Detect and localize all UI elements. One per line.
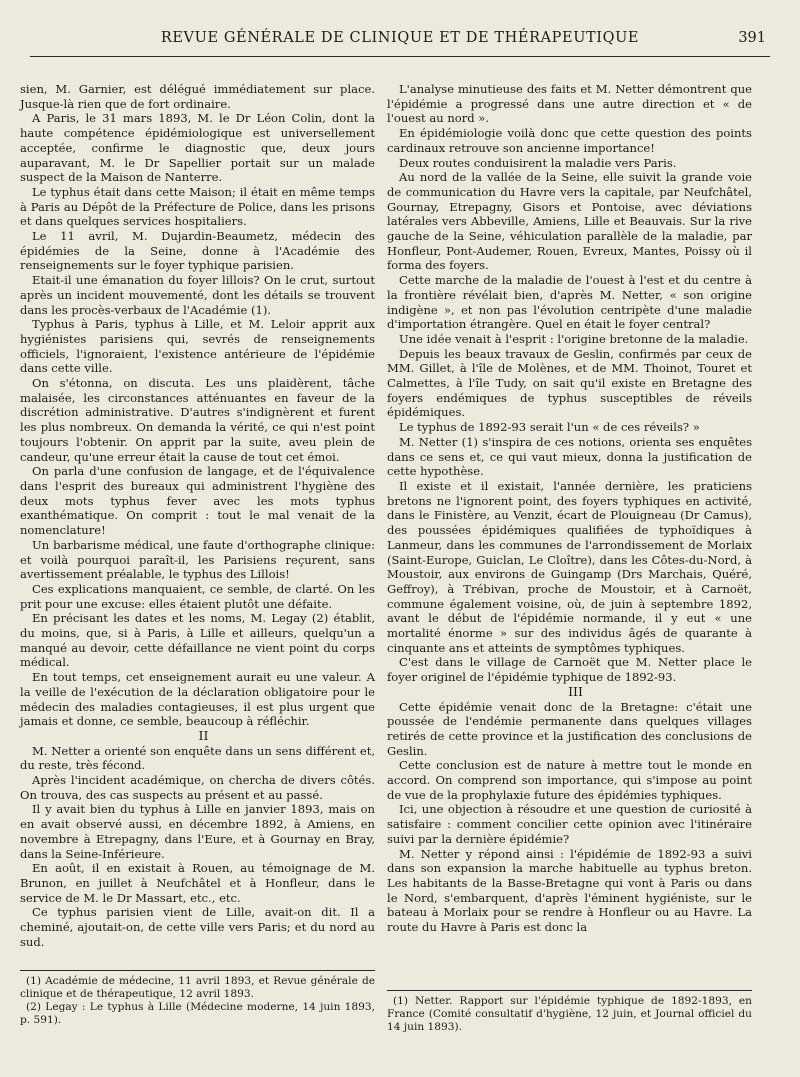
- paragraph: A Paris, le 31 mars 1893, M. le Dr Léon Colin, dont la haute compétence épidémiologique est universellement acceptée, confirme le diagnostic que, deux jours auparavant, M. le Dr Sapellier portait sur un malade suspect de la Maison de Nanterre.: [20, 111, 375, 185]
- paragraph: Il y avait bien du typhus à Lille en janvier 1893, mais on en avait observé aussi, en décembre 1892, à Amiens, en novembre à Etrepagny, dans l'Eure, et à Gournay en Bray, dans la Seine-Inférieure.: [20, 802, 375, 861]
- paragraph: Ces explications manquaient, ce semble, de clarté. On les prit pour une excuse: elles étaient plutôt une défaite.: [20, 581, 375, 611]
- paragraph: Le typhus était dans cette Maison; il était en même temps à Paris au Dépôt de la Préfecture de Police, dans les prisons et dans quelques services hospitaliers.: [20, 184, 375, 229]
- paragraph: Après l'incident académique, on chercha de divers côtés. On trouva, des cas suspects au présent et au passé.: [20, 773, 375, 802]
- paragraph: M. Netter a orienté son enquête dans un sens différent et, du reste, très fécond.: [20, 743, 375, 773]
- paragraph: M. Netter (1) s'inspira de ces notions, orienta ses enquêtes dans ce sens et, ce qui vaut mieux, donna la justification de cette hypothèse.: [387, 434, 752, 479]
- paragraph: On s'étonna, on discuta. Les uns plaidèrent, tâche malaisée, les circonstances atténuantes en faveur de la discrétion administrative. D'autres s'indignèrent et furent les plus nombreux. On demanda la vérité, ce qui n'est point toujours l'obtenir. On apprit par la suite, aveu plein de candeur, qu'une erreur était la cause de tout cet émoi.: [20, 376, 375, 464]
- paragraph: Cette conclusion est de nature à mettre tout le monde en accord. On comprend son importance, qui s'impose au point de vue de la prophylaxie future des épidémies typhiques.: [387, 758, 752, 802]
- paragraph: Typhus à Paris, typhus à Lille, et M. Leloir apprit aux hygiénistes parisiens qui, sevrés de renseignements officiels, l'ignoraient, l'existence antérieure de l'épidémie dans cette ville.: [20, 317, 375, 376]
- paragraph: Cette marche de la maladie de l'ouest à l'est et du centre à la frontière révélait bien, d'après M. Netter, « son origine indigène », et non pas l'évolution centripète d'une maladie d'importation étrangère. Quel en était le foyer central?: [387, 273, 752, 332]
- right-column: [387, 82, 752, 935]
- paragraph: C'est dans le village de Carnoët que M. Netter place le foyer originel de l'épidémie typhique de 1892-93.: [387, 655, 752, 685]
- section-heading: III: [568, 683, 583, 699]
- paragraph: Deux routes conduisirent la maladie vers Paris.: [399, 155, 677, 170]
- paragraph: Une idée venait à l'esprit : l'origine bretonne de la maladie.: [399, 331, 749, 346]
- paragraph: Depuis les beaux travaux de Geslin, confirmés par ceux de MM. Gillet, à l'île de Molènes, et de MM. Thoinot, Touret et Calmettes, à l'île Tudy, on sait qu'il existe en Bretagne des foyers endémiques de typhus susceptibles de réveils épidémiques.: [387, 346, 752, 420]
- footnote: (1) Netter. Rapport sur l'épidémie typhique de 1892-1893, en France (Comité consultatif d'hygiène, 12 juin, et Journal officiel du 14 juin 1893).: [387, 995, 752, 1033]
- footnote: (2) Legay : Le typhus à Lille (Médecine moderne, 14 juin 1893, p. 591).: [20, 1001, 375, 1026]
- paragraph: Ici, une objection à résoudre et une question de curiosité à satisfaire : comment concilier cette opinion avec l'itinéraire suivi par la dernière épidémie?: [387, 802, 752, 846]
- paragraph: On parla d'une confusion de langage, et de l'équivalence dans l'esprit des bureaux qui administrent l'hygiène des deux mots typhus fever avec les mots typhus exanthématique. On comprit : tout le mal venait de la nomenclature!: [20, 464, 375, 538]
- right-footnotes: [387, 990, 752, 1034]
- paragraph: En précisant les dates et les noms, M. Legay (2) établit, du moins, que, si à Paris, à Lille et ailleurs, quelqu'un a manqué au devoir, cette défaillance ne vient point du corps médical.: [20, 611, 375, 670]
- paragraph: En tout temps, cet enseignement aurait eu une valeur. A la veille de l'exécution de la déclaration obligatoire pour le médecin des maladies contagieuses, il est plus urgent que jamais et donne, ce semble, beaucoup à réfléchir.: [20, 670, 375, 729]
- paragraph: Il existe et il existait, l'année dernière, les praticiens bretons ne l'ignorent point, des foyers typhiques en activité, dans le Finistère, au Venzit, écart de Plouigneau (Dr Camus), des poussées épidémiques qualifiées de typhoïdiques à Lanmeur, dans les communes de l'arrondissement de Morlaix (Saint-Europe, Guiclan, Le Cloître), dans les Côtes-du-Nord, à Moustoir, aux environs de Guingamp (Drs Marchais, Quéré, Geffroy), à Trébivan, proche de Moustoir, et à Carnoët, commune également voisine, où, de juin à septembre 1892, avant le début de l'épidémie normande, il y eut « une mortalité énorme » sur des individus âgés de quarante à cinquante ans et atteints de symptômes typhiques.: [387, 478, 752, 655]
- footnote: (1) Académie de médecine, 11 avril 1893, et Revue générale de clinique et de thérapeutique, 12 avril 1893.: [20, 975, 375, 1000]
- paragraph: L'analyse minutieuse des faits et M. Netter démontrent que l'épidémie a progressé dans une autre direction et « de l'ouest au nord ».: [387, 82, 752, 126]
- paragraph: En août, il en existait à Rouen, au témoignage de M. Brunon, en juillet à Neufchâtel et à Honfleur, dans le service de M. le Dr Massart, etc., etc.: [20, 861, 375, 905]
- paragraph: Le 11 avril, M. Dujardin-Beaumetz, médecin des épidémies de la Seine, donne à l'Académie des renseignements sur le foyer typhique parisien.: [20, 229, 375, 273]
- paragraph: M. Netter y répond ainsi : l'épidémie de 1892-93 a suivi dans son expansion la marche habituelle au typhus breton. Les habitants de la Basse-Bretagne qui vont à Paris ou dans le Nord, s'embarquent, d'après l'éminent hygiéniste, sur le bateau à Morlaix pour se rendre à Honfleur ou au Havre. La route du Havre à Paris est donc la: [387, 846, 752, 935]
- section-heading: II: [198, 727, 209, 743]
- paragraph: En épidémiologie voilà donc que cette question des points cardinaux retrouve son ancienne importance!: [387, 126, 752, 155]
- paragraph: Au nord de la vallée de la Seine, elle suivit la grande voie de communication du Havre vers la capitale, par Neufchâtel, Gournay, Etrepagny, Gisors et Pontoise, avec déviations latérales vers Abbeville, Amiens, Lille et Beauvais. Sur la rive gauche de la Seine, véhiculation parallèle de la maladie, par Honfleur, Pont-Audemer, Rouen, Evreux, Mantes, Poissy où il forma des foyers.: [387, 170, 752, 273]
- paragraph: Etait-il une émanation du foyer lillois? On le crut, surtout après un incident mouvementé, dont les détails se trouvent dans les procès-verbaux de l'Académie (1).: [20, 273, 375, 317]
- running-header: [30, 26, 770, 57]
- page-number: 391: [738, 30, 766, 46]
- left-column: [20, 82, 375, 949]
- paragraph: Ce typhus parisien vient de Lille, avait-on dit. Il a cheminé, ajoutait-on, de cette ville vers Paris; et du nord au sud.: [20, 905, 375, 949]
- paragraph: Un barbarisme médical, une faute d'orthographe clinique: et voilà pourquoi paraît-il, les Parisiens reçurent, sans avertissement préalable, le typhus des Lillois!: [20, 537, 375, 582]
- journal-title: REVUE GÉNÉRALE DE CLINIQUE ET DE THÉRAPEUTIQUE: [160, 30, 640, 46]
- paragraph: Le typhus de 1892-93 serait l'un « de ces réveils? »: [399, 420, 700, 435]
- left-footnotes: [20, 970, 375, 1027]
- paragraph: Cette épidémie venait donc de la Bretagne: c'était une poussée de l'endémie permanente dans quelques villages retirés de cette province et la justification des conclusions de Geslin.: [387, 699, 752, 758]
- paragraph: sien, M. Garnier, est délégué immédiatement sur place. Jusque-là rien que de fort ordinaire.: [20, 82, 375, 111]
